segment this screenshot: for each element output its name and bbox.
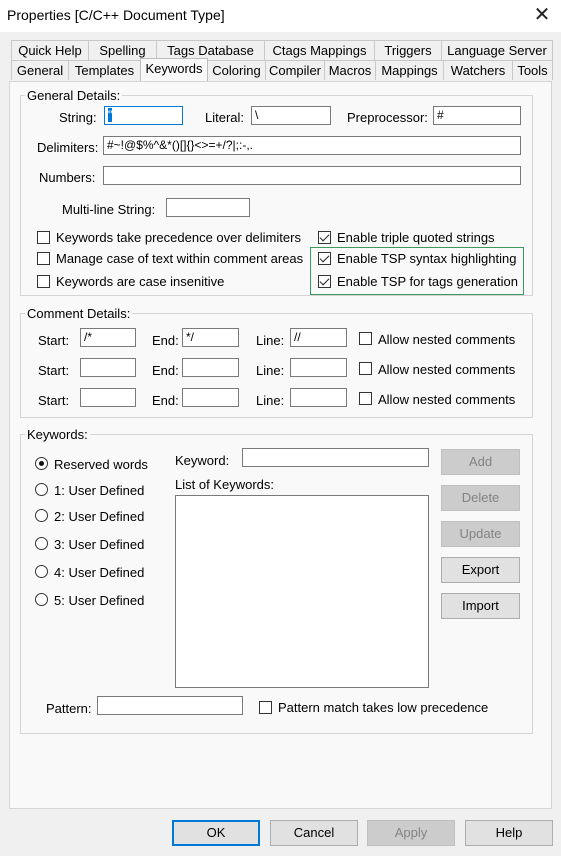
- cancel-button[interactable]: Cancel: [270, 820, 358, 846]
- multiline-string-input[interactable]: [166, 198, 250, 217]
- manage-case-label[interactable]: Manage case of text within comment areas: [56, 251, 304, 266]
- tab-keywords[interactable]: Keywords: [140, 58, 208, 81]
- tab-tools[interactable]: Tools: [512, 60, 553, 80]
- delimiters-label: Delimiters:: [37, 140, 99, 155]
- manage-case-checkbox[interactable]: [37, 252, 50, 265]
- tab-triggers[interactable]: Triggers: [374, 40, 442, 60]
- triple-quoted-checkbox[interactable]: [318, 231, 331, 244]
- comment-start-input[interactable]: [80, 388, 136, 407]
- tab-coloring[interactable]: Coloring: [207, 60, 266, 80]
- comment-line-label: Line:: [256, 393, 285, 408]
- tab-templates[interactable]: Templates: [68, 60, 141, 80]
- user-defined-2-radio[interactable]: [35, 509, 48, 522]
- comment-end-input[interactable]: */: [182, 328, 239, 347]
- comment-details-legend: Comment Details:: [27, 306, 131, 321]
- window-title: Properties [C/C++ Document Type]: [7, 7, 225, 23]
- keywords-legend: Keywords:: [27, 427, 88, 442]
- general-details-legend: General Details:: [27, 88, 121, 103]
- preprocessor-label: Preprocessor:: [347, 110, 428, 125]
- reserved-words-radio[interactable]: [35, 457, 48, 470]
- nested-comments-label[interactable]: Allow nested comments: [378, 362, 516, 377]
- import-keywords-button[interactable]: Import: [441, 593, 520, 619]
- user-defined-4-label[interactable]: 4: User Defined: [54, 565, 145, 580]
- tab-quick-help[interactable]: Quick Help: [11, 40, 89, 60]
- comment-start-input[interactable]: [80, 358, 136, 377]
- keyword-listbox[interactable]: [175, 495, 429, 688]
- comment-end-input[interactable]: [182, 388, 239, 407]
- comment-line-label: Line:: [256, 363, 285, 378]
- comment-line-input[interactable]: //: [290, 328, 347, 347]
- comment-end-label: End:: [152, 363, 179, 378]
- pattern-low-precedence-checkbox[interactable]: [259, 701, 272, 714]
- reserved-words-label[interactable]: Reserved words: [54, 457, 148, 472]
- tab-row-front: [11, 60, 551, 80]
- keyword-label: Keyword:: [175, 453, 230, 468]
- nested-comments-label[interactable]: Allow nested comments: [378, 332, 516, 347]
- tsp-syntax-label[interactable]: Enable TSP syntax highlighting: [337, 251, 517, 266]
- apply-button[interactable]: Apply: [367, 820, 455, 846]
- pattern-label: Pattern:: [46, 701, 92, 716]
- keyword-list-label: List of Keywords:: [175, 477, 274, 492]
- comment-line-input[interactable]: [290, 388, 347, 407]
- user-defined-2-label[interactable]: 2: User Defined: [54, 509, 145, 524]
- comment-end-label: End:: [152, 333, 179, 348]
- comment-start-label: Start:: [38, 333, 70, 348]
- multiline-string-label: Multi-line String:: [62, 202, 156, 217]
- comment-end-label: End:: [152, 393, 179, 408]
- user-defined-1-radio[interactable]: [35, 483, 48, 496]
- literal-input[interactable]: \: [251, 106, 331, 125]
- keyword-input[interactable]: [242, 448, 429, 467]
- comment-start-input[interactable]: /*: [80, 328, 136, 347]
- tab-tags-database[interactable]: Tags Database: [156, 40, 265, 60]
- pattern-low-precedence-label[interactable]: Pattern match takes low precedence: [278, 700, 489, 715]
- delete-keyword-button[interactable]: Delete: [441, 485, 520, 511]
- tsp-tags-checkbox[interactable]: [318, 275, 331, 288]
- export-keywords-button[interactable]: Export: [441, 557, 520, 583]
- keywords-precedence-checkbox[interactable]: [37, 231, 50, 244]
- case-insensitive-label[interactable]: Keywords are case insenitive: [56, 274, 225, 289]
- tsp-syntax-checkbox[interactable]: [318, 252, 331, 265]
- comment-line-label: Line:: [256, 333, 285, 348]
- user-defined-3-radio[interactable]: [35, 537, 48, 550]
- keywords-precedence-label[interactable]: Keywords take precedence over delimiters: [56, 230, 301, 245]
- tab-language-server[interactable]: Language Server: [441, 40, 553, 60]
- tab-mappings[interactable]: Mappings: [375, 60, 444, 80]
- close-icon[interactable]: ✕: [533, 4, 551, 26]
- case-insensitive-checkbox[interactable]: [37, 275, 50, 288]
- nested-comments-checkbox[interactable]: [359, 392, 372, 405]
- user-defined-1-label[interactable]: 1: User Defined: [54, 483, 145, 498]
- nested-comments-label[interactable]: Allow nested comments: [378, 392, 516, 407]
- comment-end-input[interactable]: [182, 358, 239, 377]
- delimiters-input[interactable]: #~!@$%^&*()[]{}<>=+/?|;:-,.: [103, 136, 521, 155]
- tab-general[interactable]: General: [11, 60, 69, 80]
- user-defined-3-label[interactable]: 3: User Defined: [54, 537, 145, 552]
- literal-label: Literal:: [205, 110, 245, 125]
- preprocessor-input[interactable]: #: [433, 106, 521, 125]
- tab-macros[interactable]: Macros: [324, 60, 376, 80]
- nested-comments-checkbox[interactable]: [359, 362, 372, 375]
- tab-ctags-mappings[interactable]: Ctags Mappings: [264, 40, 375, 60]
- tab-row-back: [11, 40, 551, 60]
- string-input[interactable]: [104, 106, 183, 125]
- tsp-tags-label[interactable]: Enable TSP for tags generation: [337, 274, 518, 289]
- ok-button[interactable]: OK: [172, 820, 260, 846]
- tab-spelling[interactable]: Spelling: [88, 40, 157, 60]
- triple-quoted-label[interactable]: Enable triple quoted strings: [337, 230, 495, 245]
- string-input-value: ": [108, 108, 113, 122]
- comment-start-label: Start:: [38, 363, 70, 378]
- user-defined-5-label[interactable]: 5: User Defined: [54, 593, 145, 608]
- numbers-input[interactable]: [103, 166, 521, 185]
- nested-comments-checkbox[interactable]: [359, 332, 372, 345]
- string-label: String:: [59, 110, 97, 125]
- tab-watchers[interactable]: Watchers: [443, 60, 513, 80]
- numbers-label: Numbers:: [39, 170, 96, 185]
- pattern-input[interactable]: [97, 696, 243, 715]
- help-button[interactable]: Help: [465, 820, 553, 846]
- user-defined-4-radio[interactable]: [35, 565, 48, 578]
- add-keyword-button[interactable]: Add: [441, 449, 520, 475]
- comment-line-input[interactable]: [290, 358, 347, 377]
- tab-compiler[interactable]: Compiler: [265, 60, 325, 80]
- update-keyword-button[interactable]: Update: [441, 521, 520, 547]
- comment-start-label: Start:: [38, 393, 70, 408]
- user-defined-5-radio[interactable]: [35, 593, 48, 606]
